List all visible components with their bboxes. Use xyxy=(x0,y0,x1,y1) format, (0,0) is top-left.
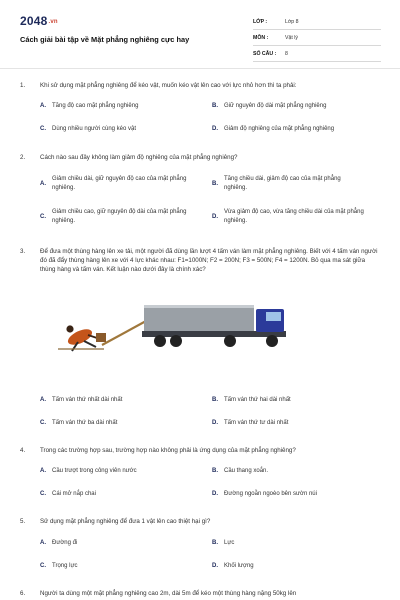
truck-wheel xyxy=(170,335,182,347)
option-1c[interactable]: C. Dùng nhiều người cùng kéo vật xyxy=(40,126,137,132)
question-text: Trong các trường hợp sau, trường hợp nào không phải là ứng dụng của mặt phẳng nghiêng? xyxy=(40,447,296,454)
question-text: Sử dụng mặt phẳng nghiêng để đưa 1 vật lên cao thiệt hại gì? xyxy=(40,518,211,525)
meta-key: MÔN : xyxy=(253,34,269,41)
page-title: Cách giải bài tập về Mặt phẳng nghiêng cực hay xyxy=(20,35,190,44)
option-2c[interactable]: C. Giảm chiều cao, giữ nguyên độ dài của mặt phẳng nghiêng. xyxy=(40,209,187,224)
meta-row-subject xyxy=(253,30,381,46)
header-divider xyxy=(0,68,400,69)
option-3d[interactable]: D. Tấm ván thứ tư dài nhất xyxy=(212,420,289,426)
question-text: Khi sử dụng mặt phẳng nghiêng để kéo vật, muốn kéo vật lên cao với lực nhỏ hơn thì ta phải: xyxy=(40,82,297,89)
truck-wheel xyxy=(154,335,166,347)
meta-row-count xyxy=(253,46,381,62)
meta-value: 8 xyxy=(285,50,288,57)
question-number: 1. xyxy=(20,82,26,89)
option-1d[interactable]: D. Giảm độ nghiêng của mặt phẳng nghiêng xyxy=(212,126,335,132)
ramp-plank xyxy=(102,321,146,345)
question-number: 5. xyxy=(20,518,26,525)
question-number: 2. xyxy=(20,154,26,161)
truck-wheel xyxy=(224,335,236,347)
question-number: 4. xyxy=(20,447,26,454)
meta-key: SỐ CÂU : xyxy=(253,50,277,57)
question-number: 3. xyxy=(20,248,26,255)
option-3c[interactable]: C. Tấm ván thứ ba dài nhất xyxy=(40,420,118,426)
question-number: 6. xyxy=(20,590,26,597)
site-logo[interactable]: 2048.vn xyxy=(20,14,58,28)
truck-ramp-illustration xyxy=(40,297,290,357)
truck-cargo-bed xyxy=(144,307,254,331)
option-5a[interactable]: A. Đường đi xyxy=(40,540,78,546)
option-4c[interactable]: C. Cái mở nắp chai xyxy=(40,491,96,497)
question-text: Cách nào sau đây không làm giảm độ nghiêng của mặt phẳng nghiêng? xyxy=(40,154,238,161)
option-4a[interactable]: A. Cầu trượt trong công viên nước xyxy=(40,468,137,474)
option-4d[interactable]: D. Đường ngoằn ngoèo bên sườn núi xyxy=(212,491,317,497)
option-5b[interactable]: B. Lực xyxy=(212,540,235,546)
option-2d[interactable]: D. Vừa giảm độ cao, vừa tăng chiều dài của mặt phẳng nghiêng. xyxy=(212,209,364,224)
option-5c[interactable]: C. Trọng lực xyxy=(40,563,78,569)
worker-leg xyxy=(84,341,96,347)
question-text: Để đưa một thùng hàng lên xe tải, một người đã dùng lần lượt 4 tấm ván làm mặt phẳng nghiêng. Biết với 4 tấm ván người đó đã đẩy thùng hàng lên xe với 4 lực khác nhau: F1=1000N; F2 = 200N; F3 = 500N; F4 = 1200N. Bỏ qua ma sát giữa thùng hàng và tấm ván. Kết luận nào dưới đây là chính xác? xyxy=(40,248,378,274)
option-2a[interactable]: A. Giảm chiều dài, giữ nguyên độ cao của mặt phẳng nghiêng. xyxy=(40,176,187,191)
meta-row-class xyxy=(253,14,381,30)
truck-window xyxy=(266,312,281,321)
worker-figure xyxy=(58,325,106,351)
truck-wheel xyxy=(266,335,278,347)
worker-head xyxy=(66,325,73,332)
meta-value: Lớp 8 xyxy=(285,18,299,25)
truck-bed-rim xyxy=(144,305,254,308)
meta-value: Vật lý xyxy=(285,34,298,41)
truck xyxy=(142,305,286,347)
question-text: Người ta dùng một mặt phẳng nghiêng cao 2m, dài 5m để kéo một thùng hàng nặng 50kg lên xyxy=(40,590,297,597)
meta-key: LỚP : xyxy=(253,18,268,25)
option-4b[interactable]: B. Cầu thang xoắn. xyxy=(212,468,269,474)
option-5d[interactable]: D. Khối lượng xyxy=(212,563,254,569)
option-2b[interactable]: B. Tăng chiều dài, giảm độ cao của mặt phẳng nghiêng. xyxy=(212,176,341,191)
option-3a[interactable]: A. Tấm ván thứ nhất dài nhất xyxy=(40,397,123,403)
truck-illustration-svg xyxy=(40,297,290,357)
page-header xyxy=(0,0,400,70)
quiz-meta-table xyxy=(253,14,381,62)
option-1b[interactable]: B. Giữ nguyên độ dài mặt phẳng nghiêng xyxy=(212,103,327,109)
option-1a[interactable]: A. Tăng độ cao mặt phẳng nghiêng xyxy=(40,103,139,109)
cargo-box xyxy=(96,333,106,342)
option-3b[interactable]: B. Tấm ván thứ hai dài nhất xyxy=(212,397,291,403)
